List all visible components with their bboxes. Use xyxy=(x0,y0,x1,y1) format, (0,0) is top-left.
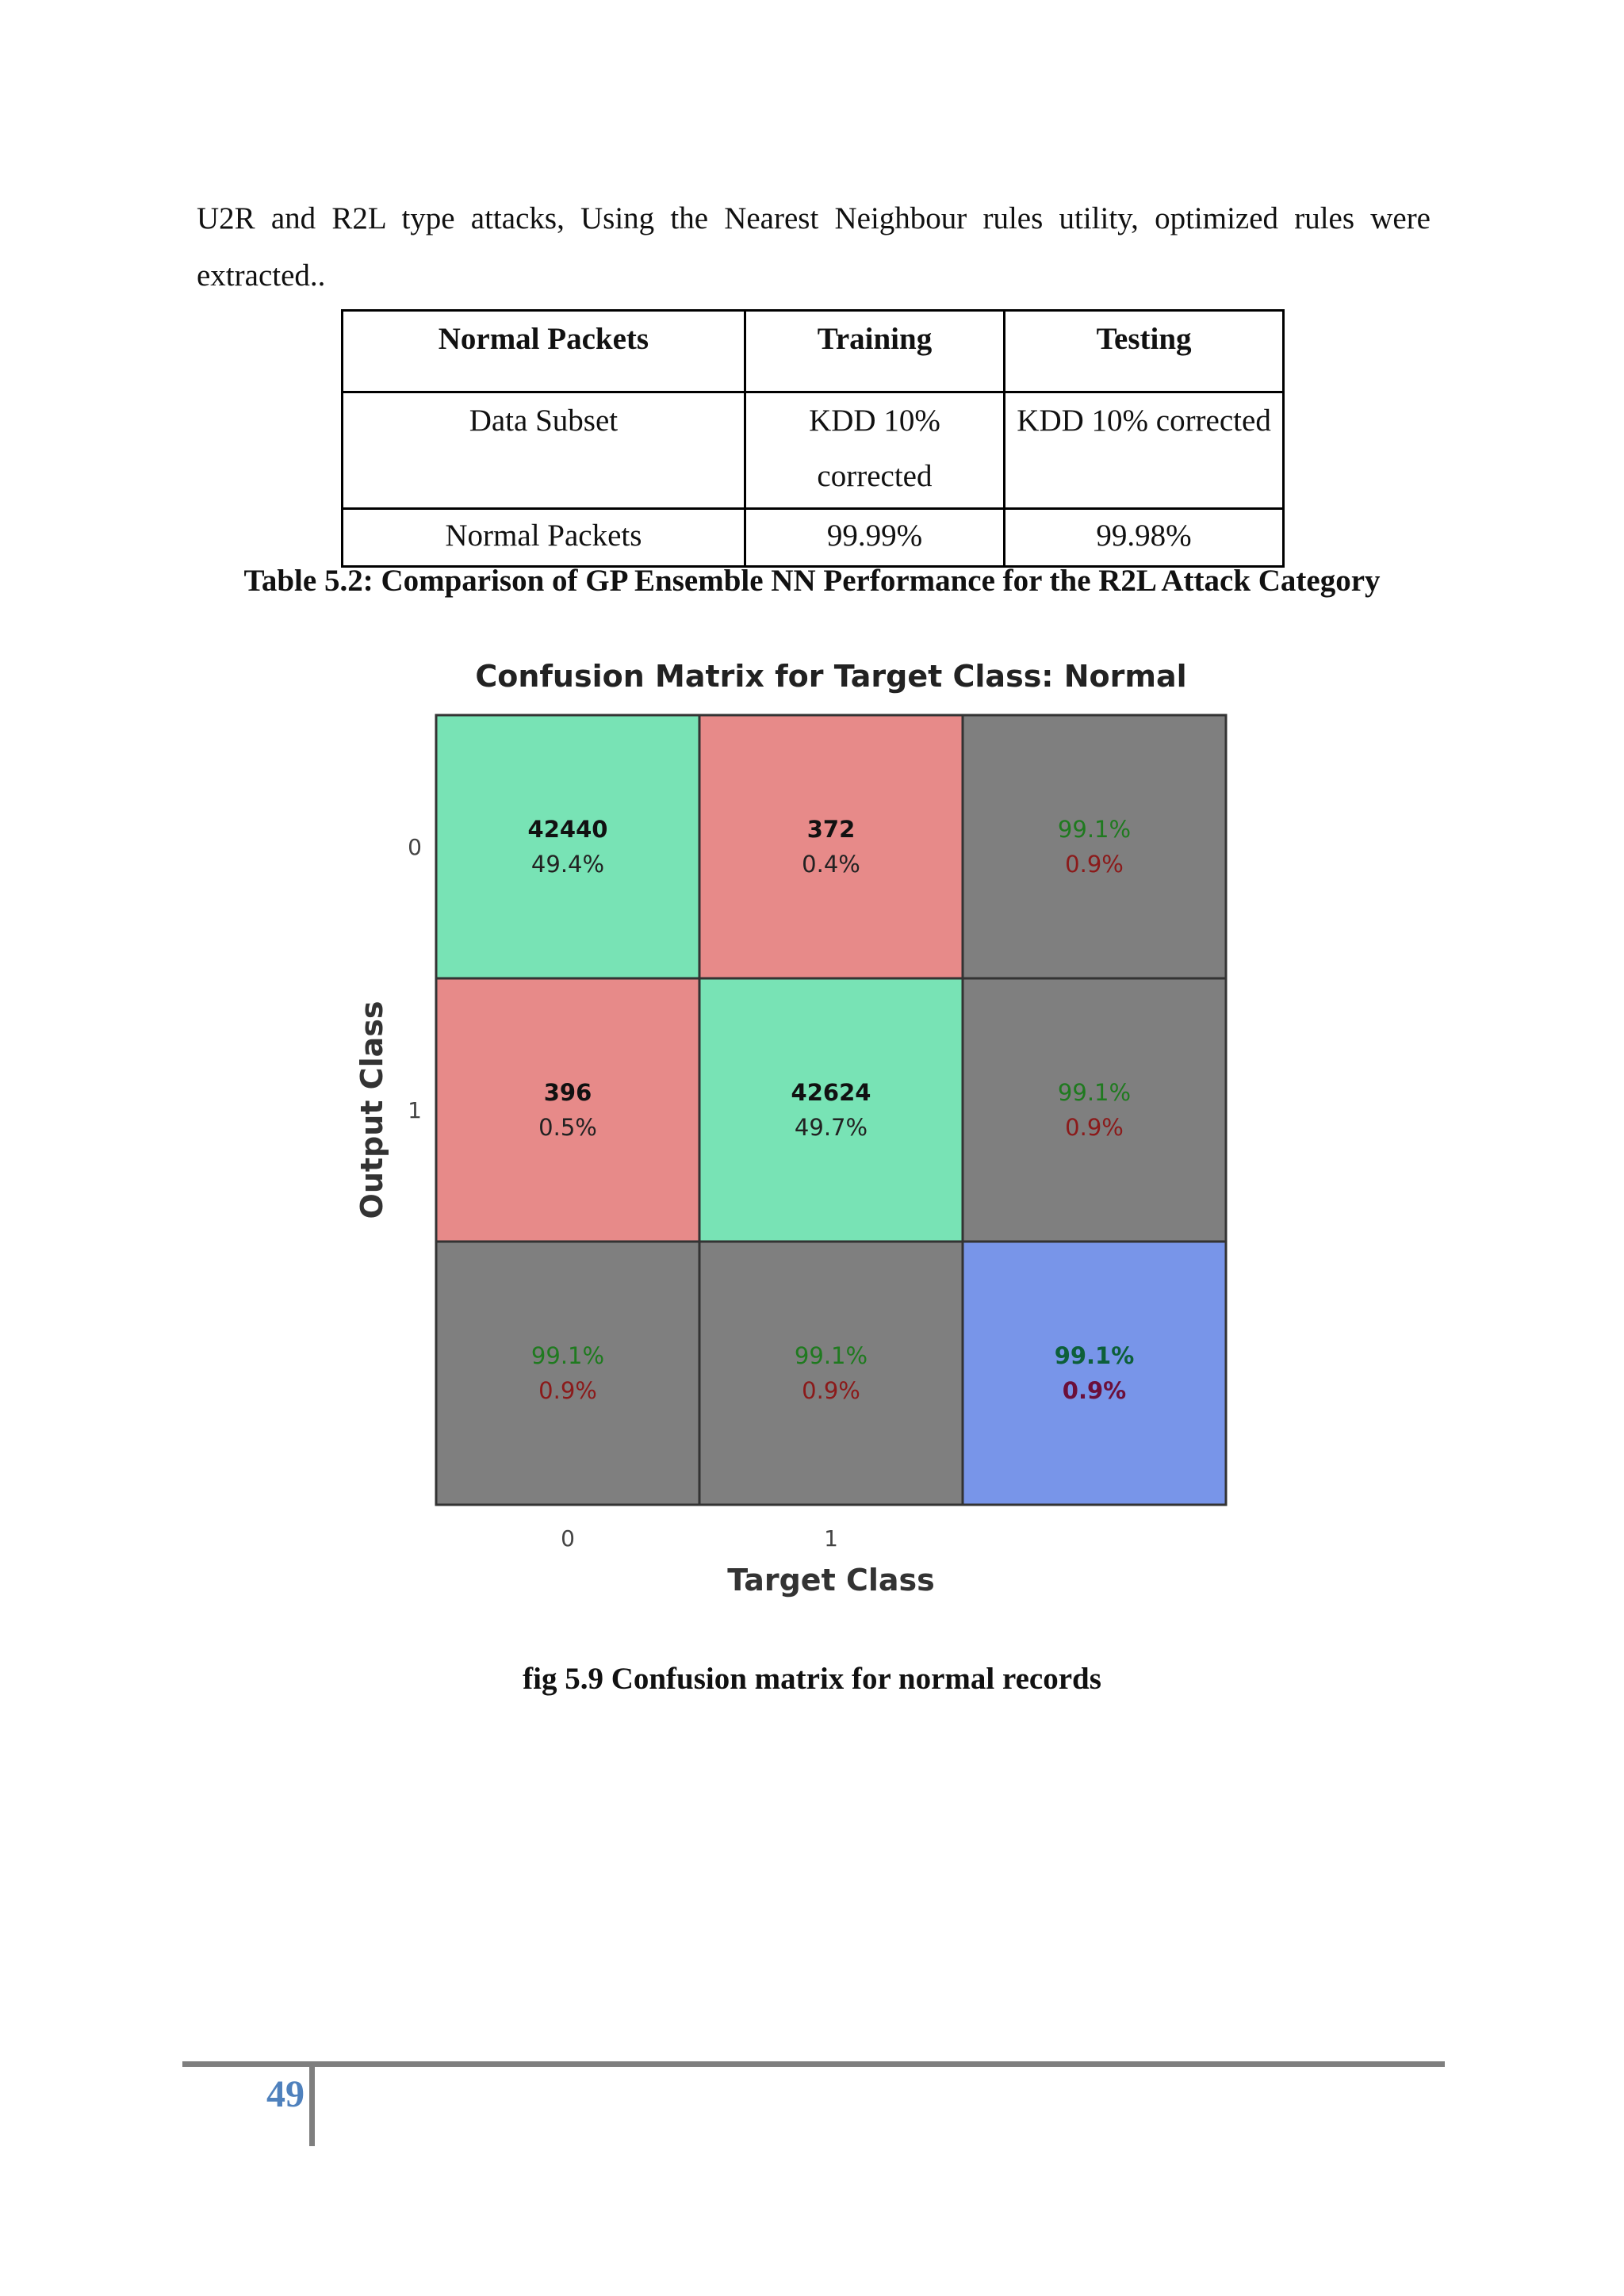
cell-percent: 0.5% xyxy=(538,1114,597,1141)
confusion-matrix-chart xyxy=(341,650,1277,1617)
footer-rule xyxy=(182,2061,1445,2067)
cell-count: 372 xyxy=(806,816,856,843)
table-cell-packets-label: Normal Packets xyxy=(343,509,745,567)
table-header-training: Training xyxy=(745,311,1004,392)
cell-error-rate: 0.9% xyxy=(1065,851,1124,878)
cell-error-rate: 0.9% xyxy=(1062,1377,1127,1404)
y-tick-label: 0 xyxy=(408,834,422,860)
cell-correct-rate: 99.1% xyxy=(794,1342,868,1369)
cell-count: 396 xyxy=(543,1079,592,1106)
matrix-cell-0-2 xyxy=(963,715,1226,978)
table-header-row xyxy=(343,311,1284,392)
table-caption: Table 5.2: Comparison of GP Ensemble NN Performance for the R2L Attack Category xyxy=(243,564,1381,598)
cell-correct-rate: 99.1% xyxy=(1054,1342,1135,1369)
matrix-cell-2-1 xyxy=(699,1242,963,1505)
x-tick-label: 1 xyxy=(824,1525,838,1552)
cell-percent: 49.4% xyxy=(530,851,605,878)
table-cell-subset-label: Data Subset xyxy=(343,392,745,509)
matrix-cell-0-1 xyxy=(699,715,963,978)
chart-title: Confusion Matrix for Target Class: Normal xyxy=(475,659,1187,694)
table-cell-subset-training: KDD 10% corrected xyxy=(745,392,1004,509)
cell-count: 42624 xyxy=(791,1079,871,1106)
matrix-cell-2-2 xyxy=(963,1242,1226,1505)
table-cell-packets-training: 99.99% xyxy=(745,509,1004,567)
table-header-testing: Testing xyxy=(1005,311,1284,392)
matrix-cell-1-2 xyxy=(963,978,1226,1242)
y-axis-label: Output Class xyxy=(354,1001,389,1219)
table-row xyxy=(343,392,1284,509)
cell-correct-rate: 99.1% xyxy=(530,1342,605,1369)
cell-error-rate: 0.9% xyxy=(1065,1114,1124,1141)
cell-error-rate: 0.9% xyxy=(802,1377,860,1404)
table-row xyxy=(343,509,1284,567)
footer-divider xyxy=(309,2067,315,2146)
comparison-table xyxy=(341,309,1285,568)
paragraph-line-1: U2R and R2L type attacks, Using the Nearest Neighbour rules utility, optimized rules were xyxy=(197,201,1431,235)
paragraph-line-2: extracted.. xyxy=(197,258,326,293)
cell-correct-rate: 99.1% xyxy=(1057,816,1132,843)
body-paragraph xyxy=(197,190,1431,304)
x-axis-label: Target Class xyxy=(727,1563,935,1598)
table-header-normal-packets: Normal Packets xyxy=(343,311,745,392)
cell-count: 42440 xyxy=(527,816,608,843)
matrix-cell-2-0 xyxy=(436,1242,699,1505)
y-tick-label: 1 xyxy=(408,1097,422,1123)
cell-percent: 49.7% xyxy=(794,1114,868,1141)
figure-caption: fig 5.9 Confusion matrix for normal records xyxy=(523,1662,1101,1696)
cell-percent: 0.4% xyxy=(802,851,860,878)
table-cell-packets-testing: 99.98% xyxy=(1005,509,1284,567)
x-tick-label: 0 xyxy=(561,1525,575,1552)
matrix-cell-1-1 xyxy=(699,978,963,1242)
matrix-cell-0-0 xyxy=(436,715,699,978)
page-number: 49 xyxy=(266,2073,304,2115)
matrix-cell-1-0 xyxy=(436,978,699,1242)
cell-correct-rate: 99.1% xyxy=(1057,1079,1132,1106)
table-cell-subset-testing: KDD 10% corrected xyxy=(1005,392,1284,509)
cell-error-rate: 0.9% xyxy=(538,1377,597,1404)
